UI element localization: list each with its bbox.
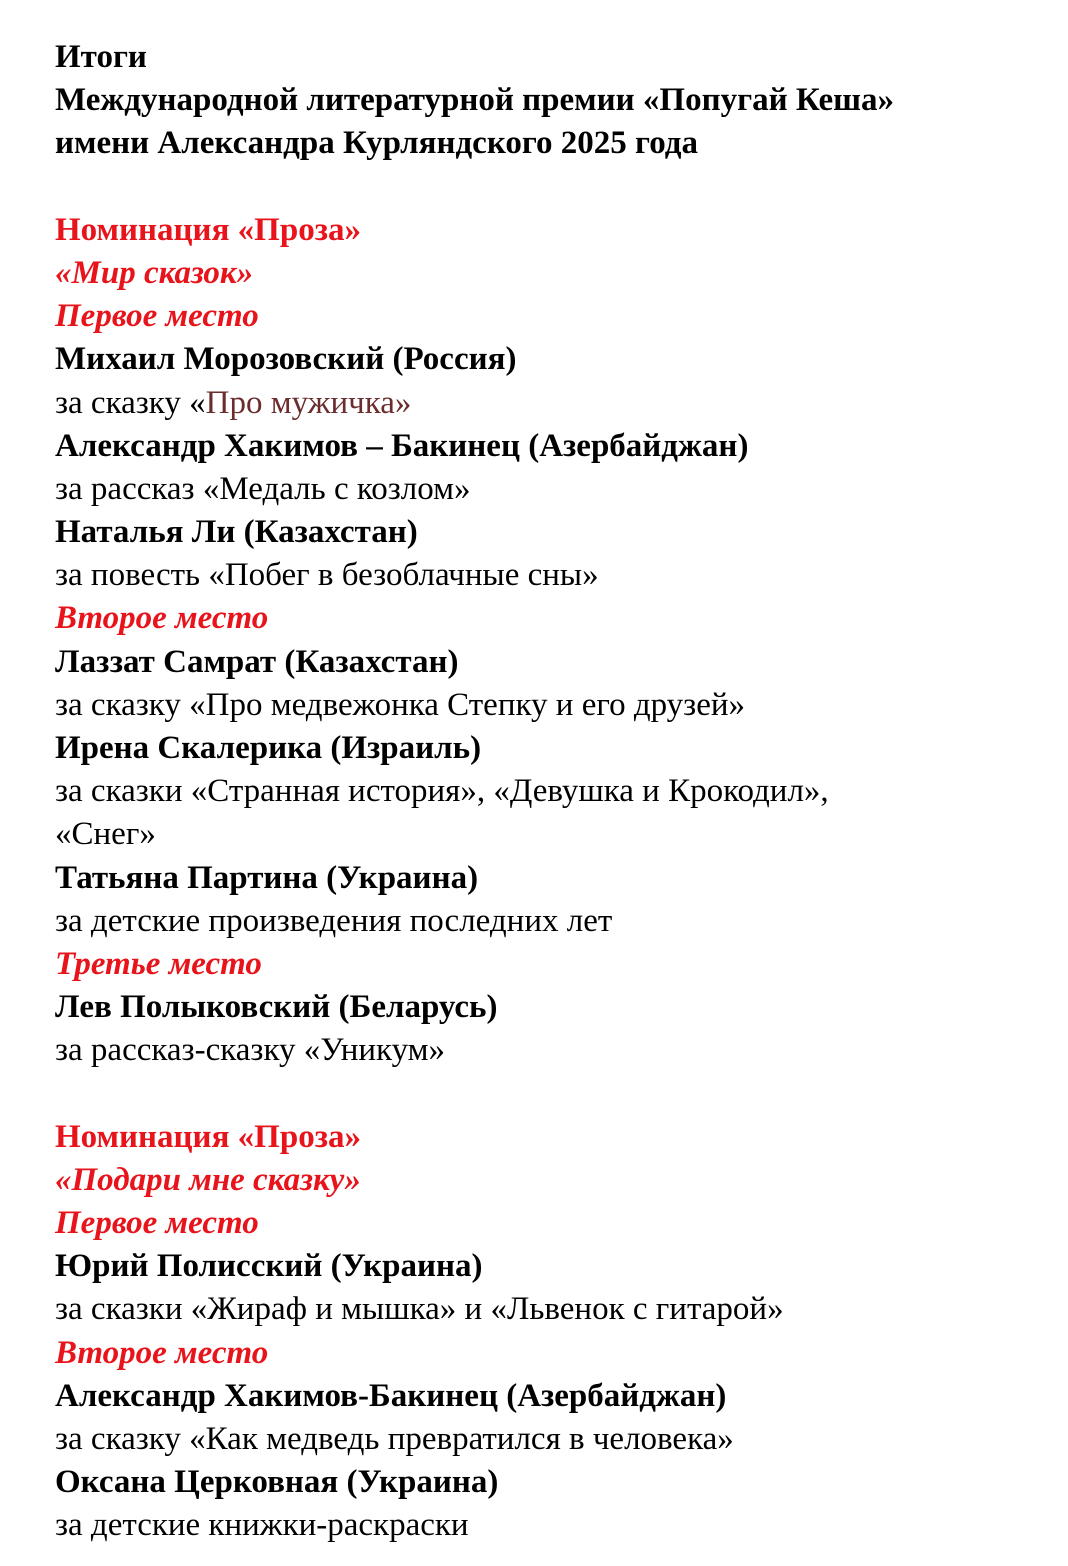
winner-work: за рассказ-сказку «Уникум» <box>55 1032 446 1069</box>
nomination-heading: Номинация «Проза» <box>55 1118 361 1155</box>
winner-name: Лаззат Самрат (Казахстан) <box>55 643 459 680</box>
spacer <box>55 166 1055 209</box>
nomination-subtitle: «Мир сказок» <box>55 254 254 291</box>
winner-name: Наталья Ли (Казахстан) <box>55 514 418 551</box>
winner-name: Юрий Полисский (Украина) <box>55 1248 483 1285</box>
place-heading-third: Третье место <box>55 945 262 982</box>
header-title: Итоги <box>55 39 147 75</box>
winner-name: Ирена Скалерика (Израиль) <box>55 730 482 766</box>
place-heading-first: Первое место <box>55 1205 259 1242</box>
place-heading-second: Второе место <box>55 1334 269 1371</box>
winner-work <box>55 382 1055 425</box>
winner-work-prefix: за сказку « <box>55 384 206 421</box>
winner-work: за рассказ «Медаль с козлом» <box>55 470 471 507</box>
document <box>55 36 1055 1548</box>
document-header <box>55 36 1055 166</box>
place-heading-second: Второе место <box>55 600 269 637</box>
winner-work: за повесть «Побег в безоблачные сны» <box>55 557 599 594</box>
winner-work-title-link: Про мужичка» <box>205 384 412 421</box>
winner-work: за сказку «Как медведь превратился в человека» <box>55 1421 734 1457</box>
winner-work: за детские произведения последних лет <box>55 902 613 939</box>
winner-name: Татьяна Партина (Украина) <box>55 859 479 896</box>
place-heading-first: Первое место <box>55 298 259 335</box>
winner-name: Оксана Церковная (Украина) <box>55 1464 499 1501</box>
winner-name: Александр Хакимов-Бакинец (Азербайджан) <box>55 1377 727 1414</box>
section-mir-skazok <box>55 209 1055 1073</box>
winner-work: за сказки «Жираф и мышка» и «Львенок с гитарой» <box>55 1291 784 1328</box>
nomination-subtitle: «Подари мне сказку» <box>55 1161 361 1198</box>
header-award-year: имени Александра Курляндского 2025 года <box>55 125 698 162</box>
section-podari-mne-skazku <box>55 1116 1055 1548</box>
winner-work-continued: «Снег» <box>55 816 156 853</box>
winner-name: Александр Хакимов – Бакинец (Азербайджан) <box>55 427 749 464</box>
winner-work: за детские книжки-раскраски <box>55 1507 469 1544</box>
winner-name: Лев Полыковский (Беларусь) <box>55 989 498 1026</box>
header-award-name: Международной литературной премии «Попугай Кеша» <box>55 82 895 119</box>
spacer <box>55 1073 1055 1116</box>
winner-work: за сказку «Про медвежонка Степку и его друзей» <box>55 686 746 723</box>
winner-name: Михаил Морозовский (Россия) <box>55 341 517 378</box>
winner-work: за сказки «Странная история», «Девушка и Крокодил», <box>55 773 829 810</box>
nomination-heading: Номинация «Проза» <box>55 211 361 248</box>
